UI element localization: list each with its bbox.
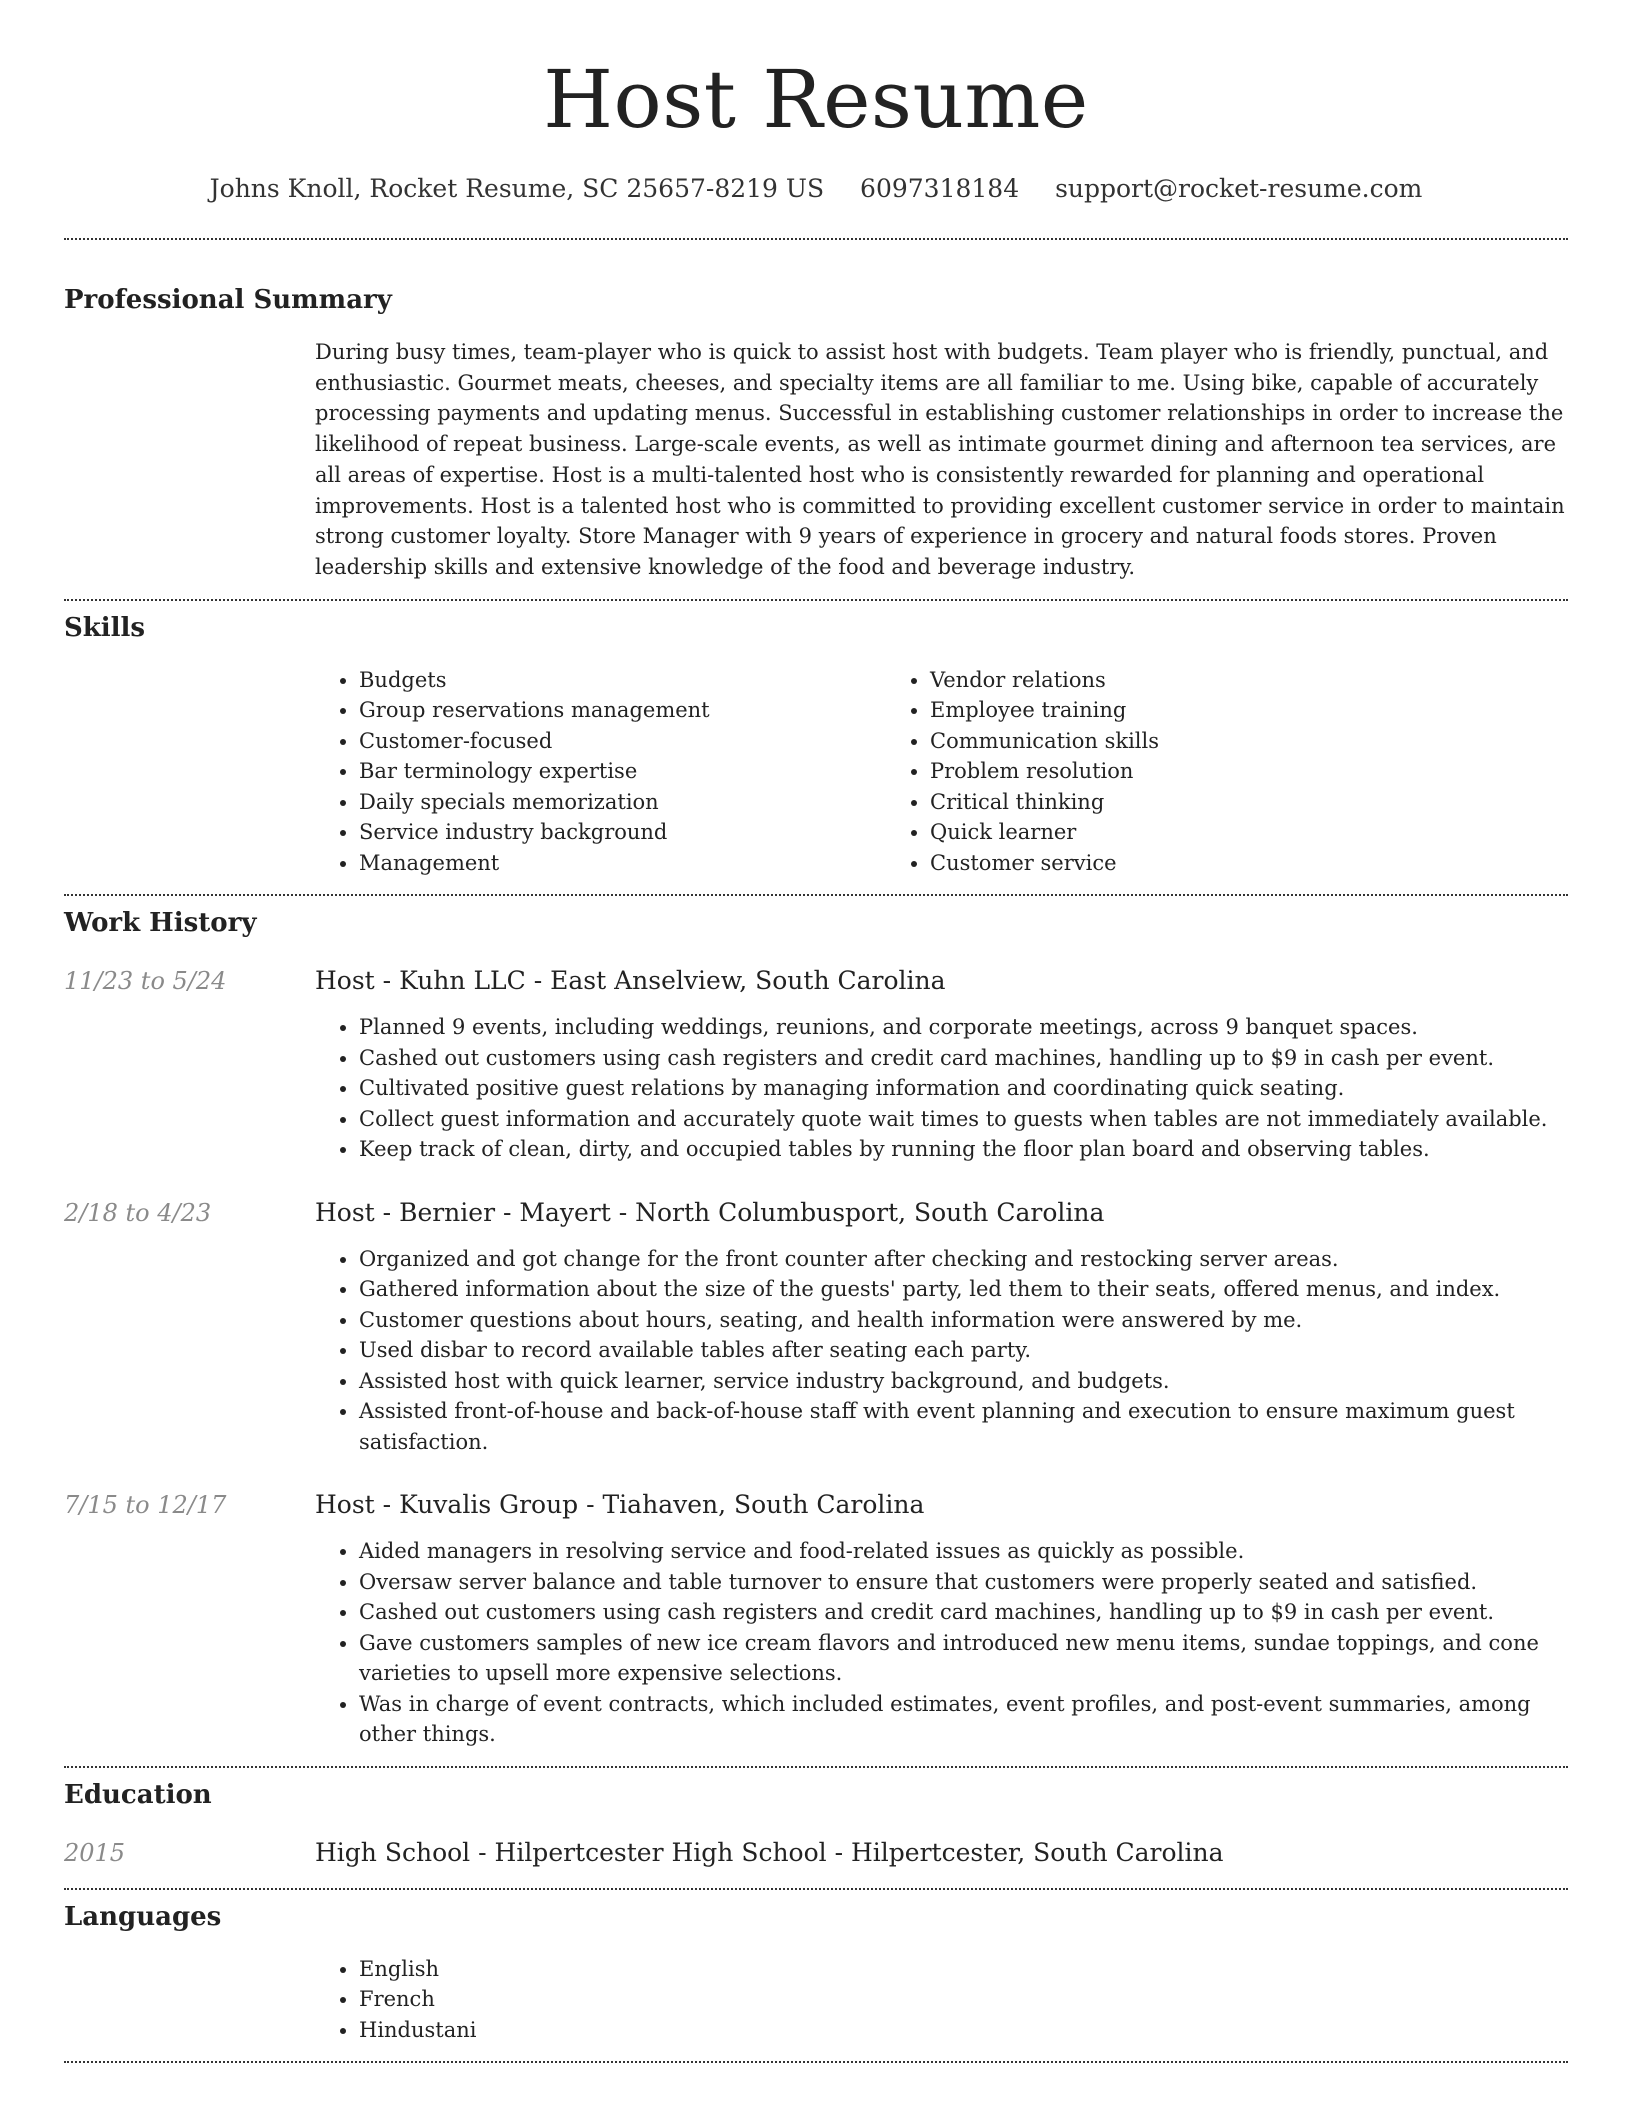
- list-item: • Cashed out customers using cash registers and credit card machines, handling up to $9 in cash per event.: [359, 1043, 1568, 1074]
- list-item: • Cultivated positive guest relations by managing information and coordinating quick seating.: [359, 1073, 1568, 1104]
- list-item: • Customer service: [930, 848, 1568, 879]
- list-item: • Collect guest information and accurately quote wait times to guests when tables are not immediately available.: [359, 1104, 1568, 1135]
- work-history-section: [64, 906, 1568, 1750]
- job-entry: [64, 1488, 1568, 1750]
- list-item: • Assisted front-of-house and back-of-house staff with event planning and execution to ensure maximum guest satisfaction.: [359, 1396, 1568, 1457]
- contact-email: support@rocket-resume.com: [1055, 174, 1423, 203]
- list-item: • Oversaw server balance and table turnover to ensure that customers were properly seated and satisfied.: [359, 1567, 1568, 1598]
- summary-heading: Professional Summary: [64, 285, 392, 315]
- job-bullets: [315, 1244, 1568, 1458]
- job-entry: [64, 1196, 1568, 1458]
- job-entry: [64, 964, 1568, 1165]
- contact-address: Johns Knoll, Rocket Resume, SC 25657-8219 US: [209, 174, 825, 203]
- skills-section: [64, 611, 1568, 879]
- job-dates: 2/18 to 4/23: [64, 1198, 212, 1227]
- contact-line: [64, 172, 1568, 206]
- list-item: • Management: [359, 848, 886, 879]
- job-title: Host - Kuvalis Group - Tiahaven, South Carolina: [315, 1490, 925, 1520]
- list-item: • Keep track of clean, dirty, and occupied tables by running the floor plan board and observing tables.: [359, 1134, 1568, 1165]
- list-item: • Assisted host with quick learner, service industry background, and budgets.: [359, 1366, 1568, 1397]
- list-item: • Gave customers samples of new ice cream flavors and introduced new menu items, sundae toppings, and cone varieties to upsell more expensive selections.: [359, 1628, 1568, 1689]
- list-item: • Budgets: [359, 665, 886, 696]
- list-item: • Daily specials memorization: [359, 787, 886, 818]
- list-item: • Problem resolution: [930, 756, 1568, 787]
- list-item: • French: [359, 1984, 1568, 2015]
- list-item: • Customer-focused: [359, 726, 886, 757]
- list-item: • Service industry background: [359, 817, 886, 848]
- list-item: • Bar terminology expertise: [359, 756, 886, 787]
- list-item: • Gathered information about the size of the guests' party, led them to their seats, offered menus, and index.: [359, 1274, 1568, 1305]
- contact-phone: 6097318184: [860, 174, 1020, 203]
- summary-text: During busy times, team-player who is quick to assist host with budgets. Team player who is friendly, punctual, and enthusiastic. Gourmet meats, cheeses, and specialty items are all familiar to me. Using bike, capable of accurately processing payments and updating menus. Successful in establishing customer relationships in order to increase the likelihood of repeat business. Large-scale events, as well as intimate gourmet dining and afternoon tea services, are all areas of expertise. Host is a multi-talented host who is consistently rewarded for planning and operational improvements. Host is a talented host who is committed to providing excellent customer service in order to maintain strong customer loyalty. Store Manager with 9 years of experience in grocery and natural foods stores. Proven leadership skills and extensive knowledge of the food and beverage industry.: [315, 340, 1565, 579]
- skills-list-left: [315, 665, 886, 879]
- job-dates: 11/23 to 5/24: [64, 967, 227, 996]
- summary-section: [64, 283, 1568, 583]
- languages-section: [64, 1900, 1568, 2046]
- section-divider: [64, 2061, 1568, 2063]
- resume-title: Host Resume: [543, 53, 1089, 146]
- section-divider: [64, 1766, 1568, 1768]
- list-item: • Was in charge of event contracts, which included estimates, event profiles, and post-event summaries, among other things.: [359, 1689, 1568, 1750]
- section-divider: [64, 238, 1568, 240]
- list-item: • Employee training: [930, 695, 1568, 726]
- work-history-heading: Work History: [64, 908, 257, 939]
- job-bullets: [315, 1012, 1568, 1165]
- education-year: 2015: [64, 1838, 126, 1867]
- list-item: • Critical thinking: [930, 787, 1568, 818]
- list-item: • Quick learner: [930, 817, 1568, 848]
- list-item: • Aided managers in resolving service and food-related issues as quickly as possible.: [359, 1536, 1568, 1567]
- education-section: [64, 1778, 1568, 1870]
- languages-heading: Languages: [64, 1901, 222, 1932]
- skills-list-right: [886, 665, 1568, 879]
- section-divider: [64, 894, 1568, 896]
- list-item: • Cashed out customers using cash registers and credit card machines, handling up to $9 in cash per event.: [359, 1597, 1568, 1628]
- job-title: Host - Bernier - Mayert - North Columbusport, South Carolina: [315, 1197, 1105, 1227]
- skills-heading: Skills: [64, 612, 146, 643]
- section-divider: [64, 599, 1568, 601]
- languages-list: [315, 1954, 1568, 2046]
- list-item: • Organized and got change for the front counter after checking and restocking server areas.: [359, 1244, 1568, 1275]
- list-item: • Communication skills: [930, 726, 1568, 757]
- list-item: • Used disbar to record available tables after seating each party.: [359, 1335, 1568, 1366]
- list-item: • Planned 9 events, including weddings, reunions, and corporate meetings, across 9 banquet spaces.: [359, 1012, 1568, 1043]
- section-divider: [64, 1888, 1568, 1890]
- job-bullets: [315, 1536, 1568, 1750]
- job-title: Host - Kuhn LLC - East Anselview, South Carolina: [315, 966, 946, 996]
- job-dates: 7/15 to 12/17: [64, 1491, 227, 1520]
- education-heading: Education: [64, 1779, 212, 1810]
- list-item: • Customer questions about hours, seating, and health information were answered by me.: [359, 1305, 1568, 1336]
- education-entry: High School - Hilpertcester High School - Hilpertcester, South Carolina: [315, 1837, 1224, 1867]
- list-item: • Hindustani: [359, 2015, 1568, 2046]
- list-item: • English: [359, 1954, 1568, 1985]
- list-item: • Vendor relations: [930, 665, 1568, 696]
- list-item: • Group reservations management: [359, 695, 886, 726]
